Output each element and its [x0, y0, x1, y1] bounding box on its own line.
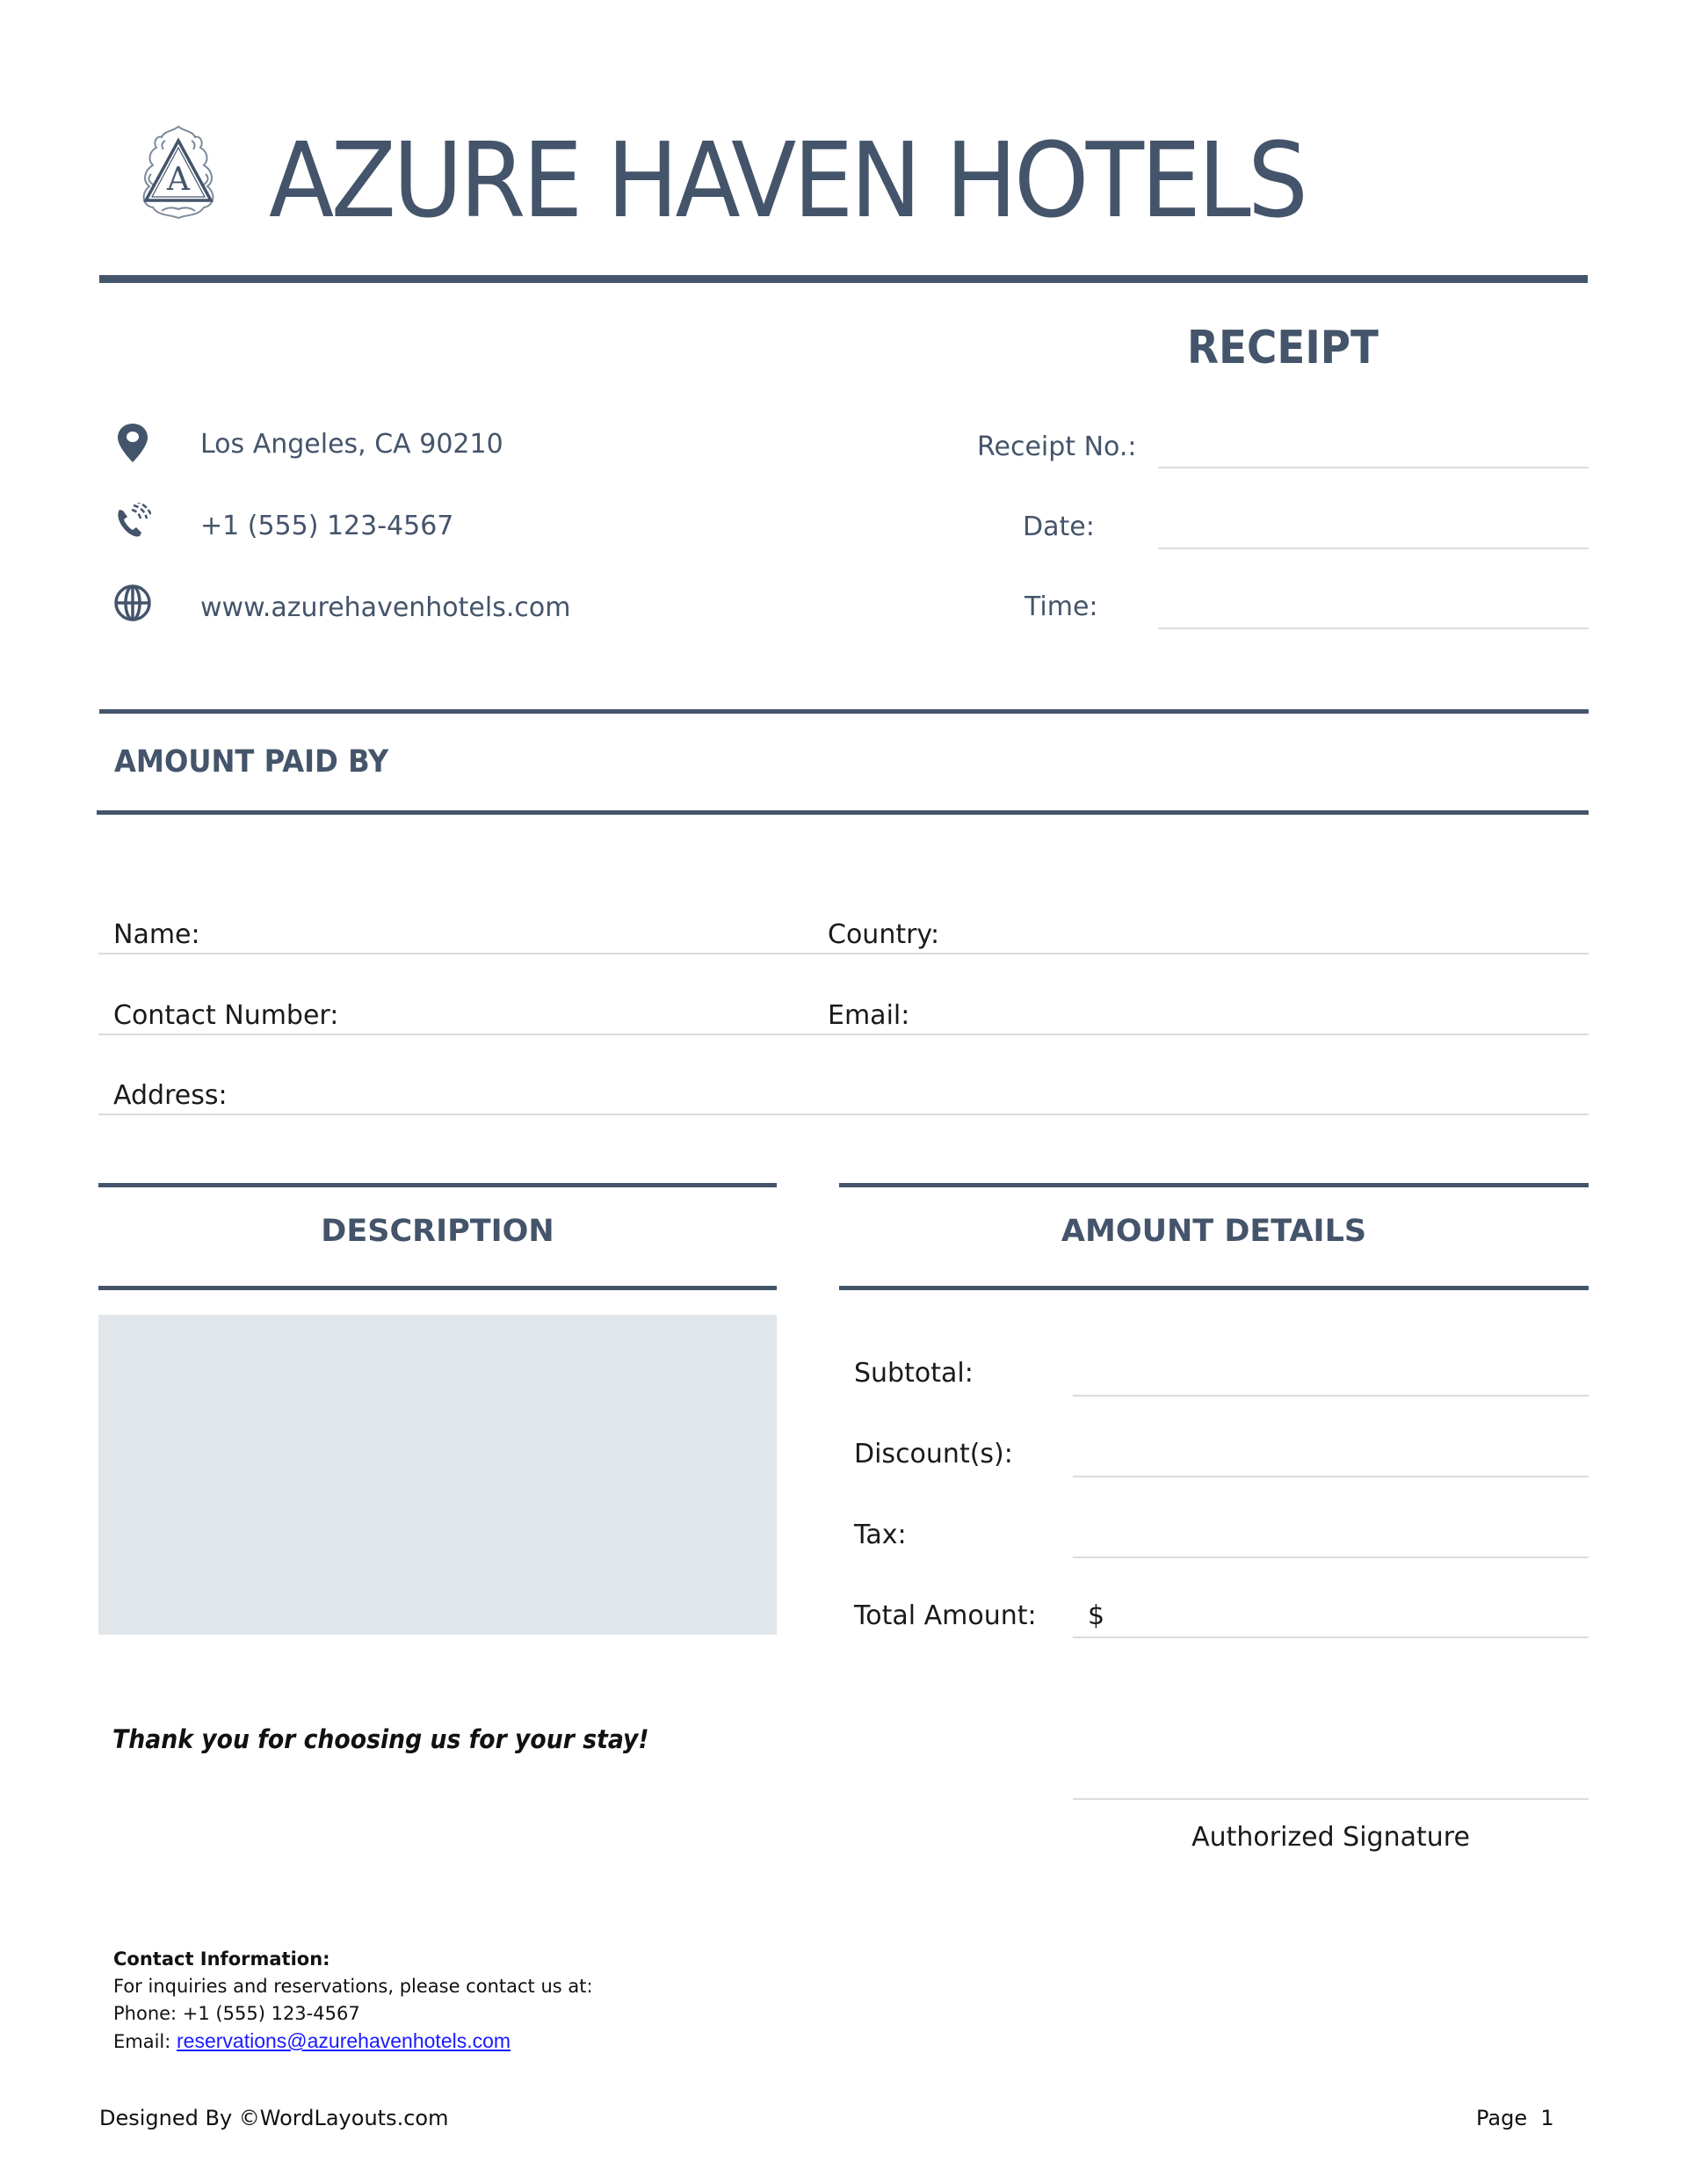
hotel-logo: [127, 120, 230, 223]
contact-email-field-line[interactable]: [98, 1034, 1589, 1035]
total-amount-field[interactable]: [1073, 1636, 1589, 1638]
footer-contact-intro: For inquiries and reservations, please contact us at:: [113, 1976, 593, 1997]
description-heading: DESCRIPTION: [321, 1214, 554, 1249]
phone-icon: [114, 503, 151, 540]
map-pin-icon: [117, 423, 148, 463]
signature-line[interactable]: [1073, 1798, 1589, 1800]
tax-label: Tax:: [854, 1520, 907, 1550]
receipt-number-field[interactable]: [1158, 467, 1589, 468]
footer-email-label: Email:: [113, 2031, 177, 2052]
svg-text:A: A: [167, 162, 190, 198]
total-amount-label: Total Amount:: [854, 1600, 1037, 1631]
contact-number-label: Contact Number:: [113, 1000, 339, 1031]
date-label: Date:: [1023, 512, 1095, 542]
footer-contact-heading: Contact Information:: [113, 1948, 330, 1970]
description-box[interactable]: [98, 1315, 777, 1635]
hotel-address: Los Angeles, CA 90210: [200, 429, 503, 460]
amount-details-heading: AMOUNT DETAILS: [1061, 1214, 1367, 1249]
name-country-field-line[interactable]: [98, 953, 1589, 954]
amount-paid-by-heading: AMOUNT PAID BY: [114, 744, 389, 780]
hotel-phone-row: [114, 503, 151, 543]
header-divider: [99, 275, 1588, 283]
date-field[interactable]: [1158, 548, 1589, 549]
amount-paid-by-top-rule: [99, 709, 1589, 714]
address-field-line[interactable]: [98, 1114, 1589, 1115]
document-title: RECEIPT: [1187, 322, 1379, 374]
receipt-number-label: Receipt No.:: [977, 432, 1137, 462]
page-number: Page 1: [1476, 2106, 1554, 2130]
amount-details-bottom-rule: [839, 1286, 1589, 1290]
hotel-website-row: [113, 584, 152, 626]
time-label: Time:: [1025, 591, 1098, 622]
address-label: Address:: [113, 1080, 228, 1111]
email-label: Email:: [828, 1000, 910, 1031]
subtotal-field[interactable]: [1073, 1395, 1589, 1397]
country-label: Country:: [828, 919, 940, 950]
total-amount-currency: $: [1088, 1600, 1105, 1631]
globe-icon: [113, 584, 152, 622]
footer-contact-email-row: [113, 2031, 510, 2051]
designer-credit: Designed By ©WordLayouts.com: [99, 2106, 449, 2130]
amount-paid-by-bottom-rule: [97, 810, 1589, 815]
thank-you-message: Thank you for choosing us for your stay!: [112, 1724, 649, 1754]
description-bottom-rule: [98, 1286, 777, 1290]
subtotal-label: Subtotal:: [854, 1358, 974, 1389]
description-top-rule: [98, 1183, 777, 1187]
footer-email-link[interactable]: reservations@azurehavenhotels.com: [177, 2029, 511, 2052]
company-name: AZURE HAVEN HOTELS: [269, 120, 1306, 241]
footer-contact-phone: Phone: +1 (555) 123-4567: [113, 2003, 360, 2024]
signature-label: Authorized Signature: [1191, 1822, 1470, 1853]
amount-details-top-rule: [839, 1183, 1589, 1187]
hotel-website[interactable]: www.azurehavenhotels.com: [200, 592, 571, 623]
name-label: Name:: [113, 919, 200, 950]
tax-field[interactable]: [1073, 1556, 1589, 1558]
discounts-label: Discount(s):: [854, 1439, 1013, 1469]
hotel-phone: +1 (555) 123-4567: [200, 511, 454, 541]
discounts-field[interactable]: [1073, 1476, 1589, 1477]
crest-logo-icon: [127, 120, 230, 223]
time-field[interactable]: [1158, 628, 1589, 629]
